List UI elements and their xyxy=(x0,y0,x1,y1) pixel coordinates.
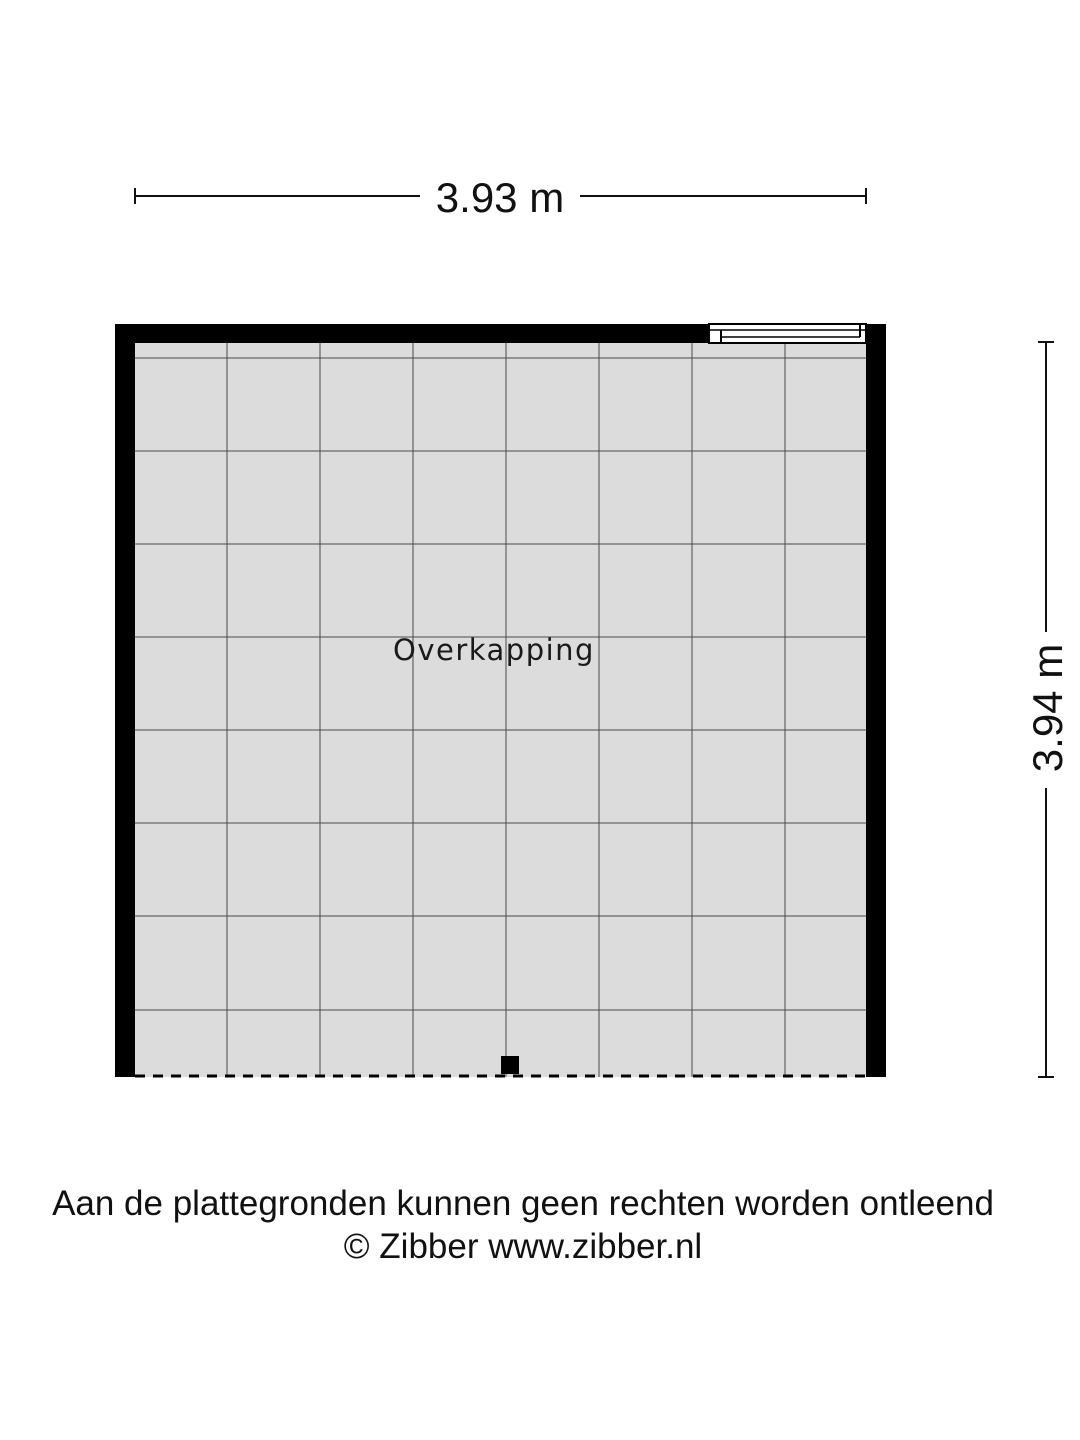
window xyxy=(709,324,866,343)
height-label: 3.94 m xyxy=(1024,643,1071,773)
height-dimension xyxy=(1024,342,1071,1077)
floor-area xyxy=(134,342,866,1077)
wall-top xyxy=(115,324,709,343)
copyright-text: © Zibber www.zibber.nl xyxy=(343,1227,703,1266)
disclaimer-text: Aan de plattegronden kunnen geen rechten worden ontleend xyxy=(52,1184,994,1223)
room-label: Overkapping xyxy=(393,633,595,667)
wall-left xyxy=(115,324,135,1077)
width-label: 3.93 m xyxy=(435,174,565,221)
wall-right xyxy=(866,324,886,1077)
width-dimension xyxy=(135,174,866,221)
support-post xyxy=(501,1056,519,1074)
